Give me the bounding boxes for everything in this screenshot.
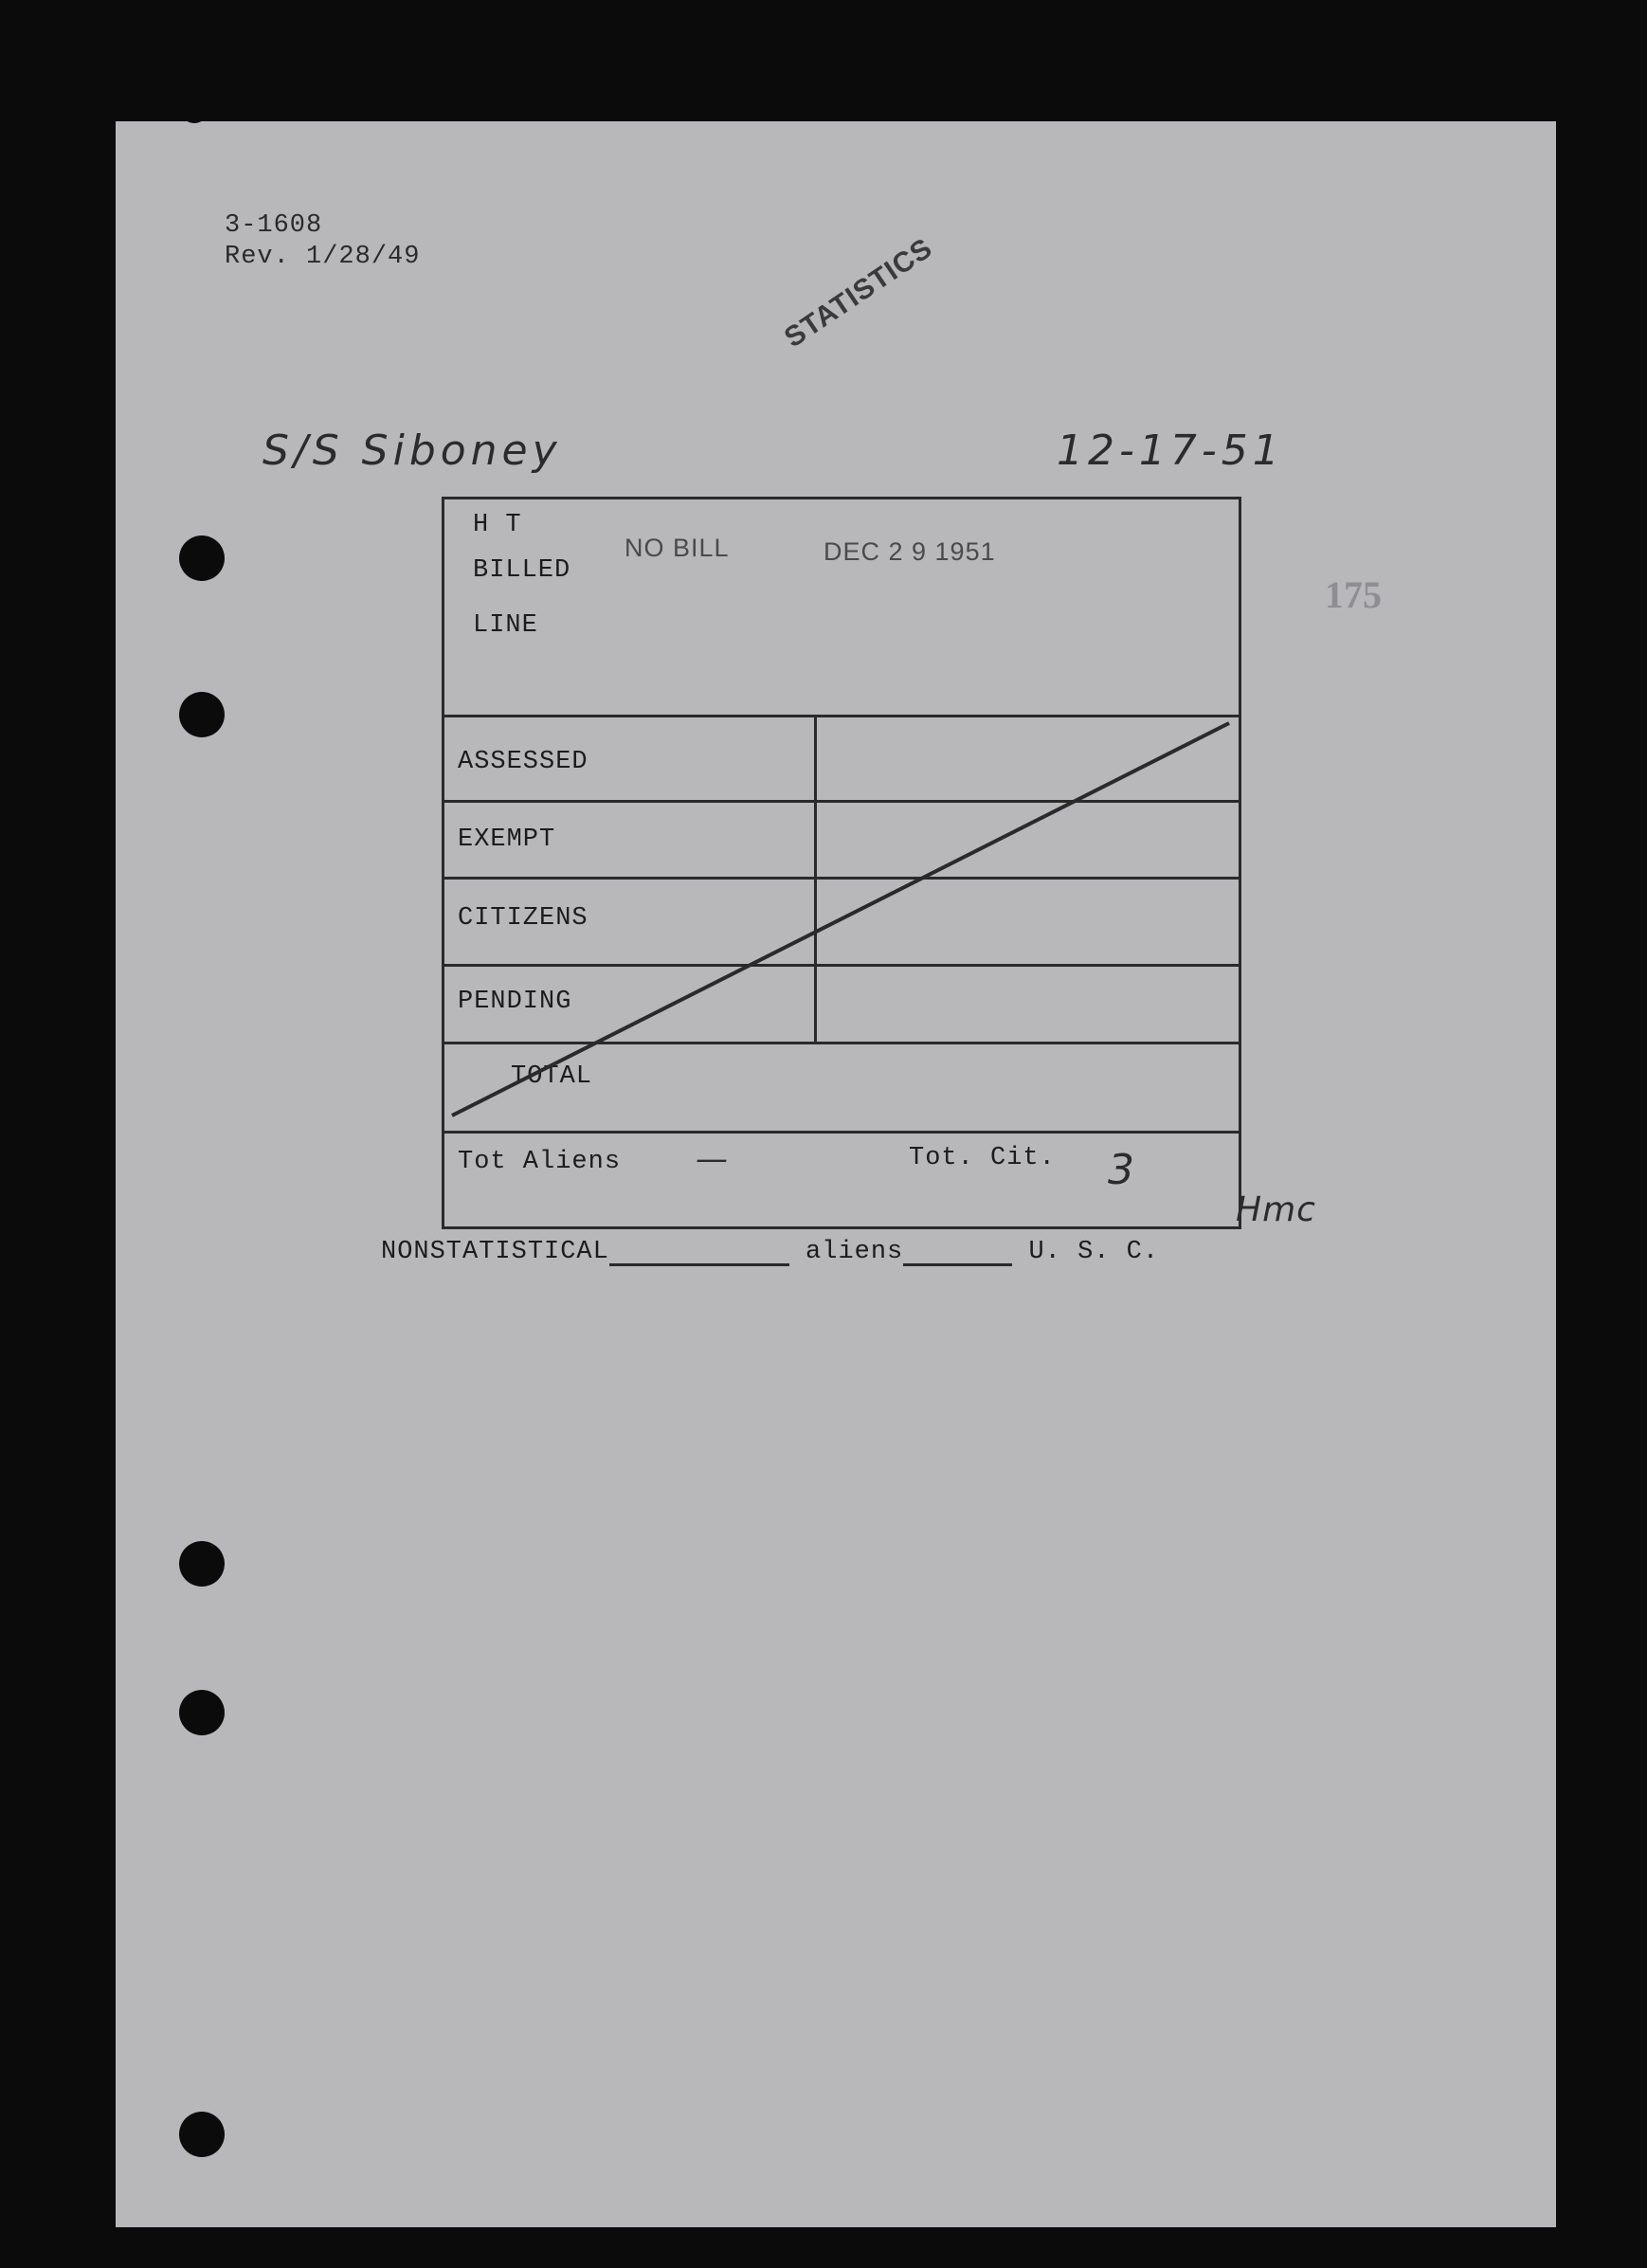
date-stamp: DEC 2 9 1951 <box>824 537 996 566</box>
nonstatistical-blank <box>609 1239 789 1266</box>
ship-name: S/S Siboney <box>262 426 562 475</box>
no-bill-stamp: NO BILL <box>624 534 730 562</box>
cancellation-line <box>444 499 1239 1226</box>
document-page <box>116 121 1556 2227</box>
punch-hole-2 <box>179 692 225 737</box>
punch-mark <box>182 102 207 123</box>
statistics-form-box <box>442 497 1241 1229</box>
row-assessed: ASSESSED <box>458 748 588 776</box>
aliens-blank <box>903 1239 1012 1266</box>
page-number: 175 <box>1325 573 1382 616</box>
tot-aliens-label: Tot Aliens <box>458 1148 622 1176</box>
label-ht: H T <box>473 511 522 539</box>
nonstatistical-label: NONSTATISTICAL <box>381 1238 609 1266</box>
punch-hole-3 <box>179 1541 225 1587</box>
statistics-stamp: STATISTICS <box>779 232 939 354</box>
tot-cit-value: 3 <box>1108 1146 1139 1194</box>
tot-cit-label: Tot. Cit. <box>909 1144 1056 1172</box>
row-pending: PENDING <box>458 988 572 1016</box>
handwritten-date: 12-17-51 <box>1057 426 1284 475</box>
tot-aliens-value: — <box>696 1140 733 1178</box>
usc-label: U. S. C. <box>1028 1238 1160 1266</box>
row-exempt: EXEMPT <box>458 826 556 854</box>
punch-hole-1 <box>179 535 225 581</box>
punch-hole-4 <box>179 1690 225 1735</box>
total-label: TOTAL <box>511 1062 593 1091</box>
form-number: 3-1608 <box>225 211 323 240</box>
row-citizens: CITIZENS <box>458 904 588 933</box>
initials: Hmc <box>1236 1190 1316 1229</box>
label-billed: BILLED <box>473 556 571 585</box>
form-identifier <box>225 210 420 273</box>
aliens-label: aliens <box>805 1238 904 1266</box>
punch-hole-5 <box>179 2112 225 2157</box>
label-line: LINE <box>473 611 538 640</box>
form-revision: Rev. 1/28/49 <box>225 243 421 271</box>
nonstatistical-line <box>381 1238 1159 1266</box>
